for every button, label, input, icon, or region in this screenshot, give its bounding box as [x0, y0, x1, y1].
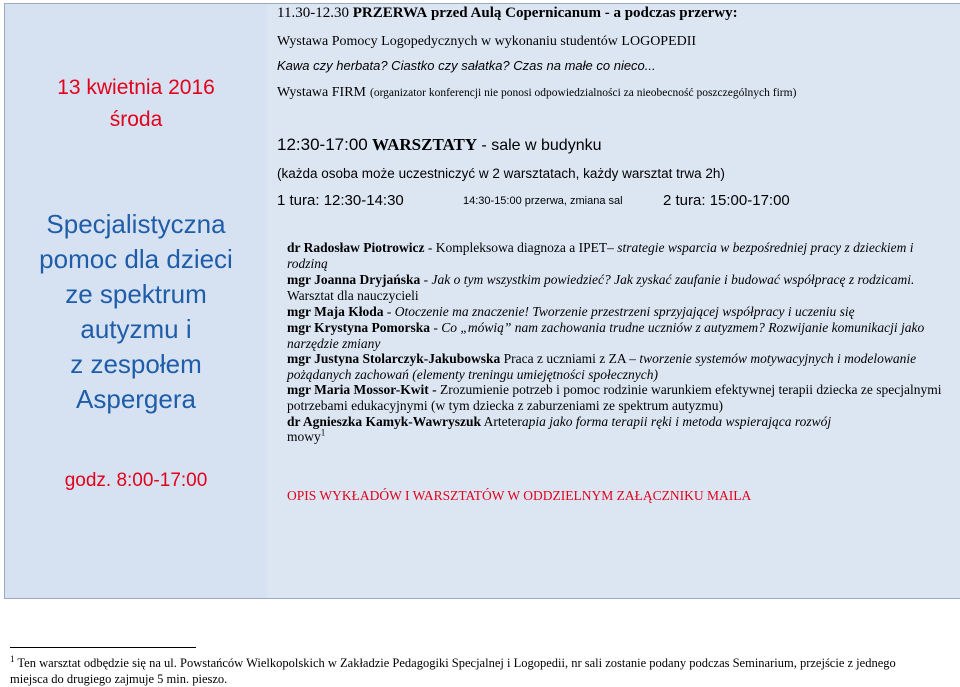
workshop-text: - — [383, 304, 395, 320]
conference-title — [5, 207, 267, 417]
workshop-item — [287, 414, 947, 445]
workshop-leader: mgr Justyna Stolarczyk-Jakubowska — [287, 351, 501, 367]
workshop-item — [287, 240, 947, 271]
workshop-leader: mgr Krystyna Pomorska — [287, 319, 430, 335]
workshop-topic: apia jako forma terapii ręki i metoda wspierająca rozwój — [521, 413, 832, 429]
workshop-text: Arteter — [481, 413, 522, 429]
workshop-audience: Warsztat dla nauczycieli — [287, 287, 419, 303]
date: 13 kwietnia 2016 — [57, 76, 215, 99]
workshop-text: mowy — [287, 429, 321, 445]
round2: 2 tura: 15:00-17:00 — [663, 192, 790, 209]
title-line: pomoc dla dzieci — [39, 244, 233, 274]
round1: 1 tura: 12:30-14:30 — [277, 192, 404, 209]
workshop-leader: mgr Joanna Dryjańska — [287, 272, 421, 288]
workshop-item — [287, 320, 947, 351]
footnote-ref[interactable]: 1 — [320, 427, 326, 438]
workshop-text: - — [420, 272, 432, 288]
workshop-item — [287, 304, 947, 320]
workshop-item — [287, 382, 947, 413]
footnote — [10, 655, 930, 687]
snacks-line: Kawa czy herbata? Ciastko czy sałatka? Czas na małe co nieco... — [277, 58, 656, 73]
left-panel — [5, 4, 267, 598]
firms-label: Wystawa FIRM — [277, 85, 366, 100]
attachment-note: OPIS WYKŁADÓW I WARSZTATÓW W ODDZIELNYM ZAŁĄCZNIKU MAILA — [287, 488, 752, 503]
workshop-topic: strategie wsparcia w bezpośredniej pracy z dzieckiem i rodziną — [287, 240, 914, 271]
title-line: Aspergera — [76, 384, 196, 414]
workshop-leader: dr Radosław Piotrowicz — [287, 240, 425, 255]
break-title: PRZERWA — [352, 5, 428, 21]
break-heading — [277, 5, 738, 22]
firms-note: (organizator konferencji nie ponosi odpowiedzialności za nieobecność poszczególnych firm) — [369, 87, 797, 99]
workshops-note: (każda osoba może uczestniczyć w 2 warsztatach, każdy warsztat trwa 2h) — [277, 166, 725, 181]
workshop-topic: Co „mówią” nam zachowania trudne uczniów z autyzmem? Rozwijanie komunikacji jako narzędzie zmiany — [287, 319, 925, 351]
workshop-topic: tworzenie systemów motywacyjnych i modelowanie pożądanych zachowań (elementy treningu umiejętności społecznych) — [287, 351, 917, 382]
footnote-separator — [10, 647, 196, 648]
exhibit-line: Wystawa Pomocy Logopedycznych w wykonaniu studentów LOGOPEDII — [277, 34, 697, 49]
footnote-marker: 1 — [10, 653, 15, 664]
workshops-heading — [277, 135, 601, 155]
workshop-item — [287, 272, 947, 303]
firms-line — [277, 83, 796, 101]
title-line: Specjalistyczna — [46, 209, 226, 239]
workshop-leader: mgr Maja Kłoda — [287, 304, 384, 320]
workshop-text: Praca z uczniami z ZA – — [500, 351, 640, 367]
workshop-text: - — [430, 319, 442, 335]
break-desc: przed Aulą Copernicanum - a podczas przerwy: — [430, 5, 738, 21]
title-line: autyzmu i — [80, 314, 192, 344]
hours: godz. 8:00-17:00 — [64, 470, 208, 491]
break-time: 11.30-12.30 — [277, 5, 349, 21]
workshop-leader: dr Agnieszka Kamyk-Wawryszuk — [287, 413, 482, 429]
workshop-list — [287, 240, 947, 445]
workshops-time: 12:30-17:00 — [277, 135, 368, 154]
weekday: środa — [109, 108, 163, 131]
workshop-leader: mgr Maria Mossor-Kwit - — [287, 382, 437, 398]
title-line: ze spektrum — [65, 279, 207, 309]
title-line: z zespołem — [70, 349, 202, 379]
workshop-item — [287, 351, 947, 382]
workshop-text: - Kompleksowa diagnoza a IPET– — [424, 240, 618, 255]
workshop-topic: Jak o tym wszystkim powiedzieć? Jak zyskać zaufanie i budować współpracę z rodzicami. — [431, 272, 915, 288]
workshops-title: WARSZTATY — [372, 135, 478, 154]
workshops-rooms: - sale w budynku — [481, 137, 602, 154]
workshop-text: Zrozumienie potrzeb i pomoc rodzinie warunkiem efektywnej terapii dziecka ze specjalnymi potrzebami edukacyjnymi (w tym dziecka z zaburzeniami ze spektrum autyzmu) — [287, 382, 942, 413]
pause-info: 14:30-15:00 przerwa, zmiana sal — [463, 195, 623, 207]
footnote-text: Ten warsztat odbędzie się na ul. Powstańców Wielkopolskich w Zakładzie Pedagogiki Specjalnej i Logopedii, nr sali zostanie podany podczas Seminarium, przejście z jednego miejsca do drugiego zajmuje 5 min. pieszo. — [10, 656, 896, 686]
workshop-topic: Otoczenie ma znaczenie! Tworzenie przestrzeni sprzyjającej współpracy i uczeniu się — [394, 304, 855, 320]
